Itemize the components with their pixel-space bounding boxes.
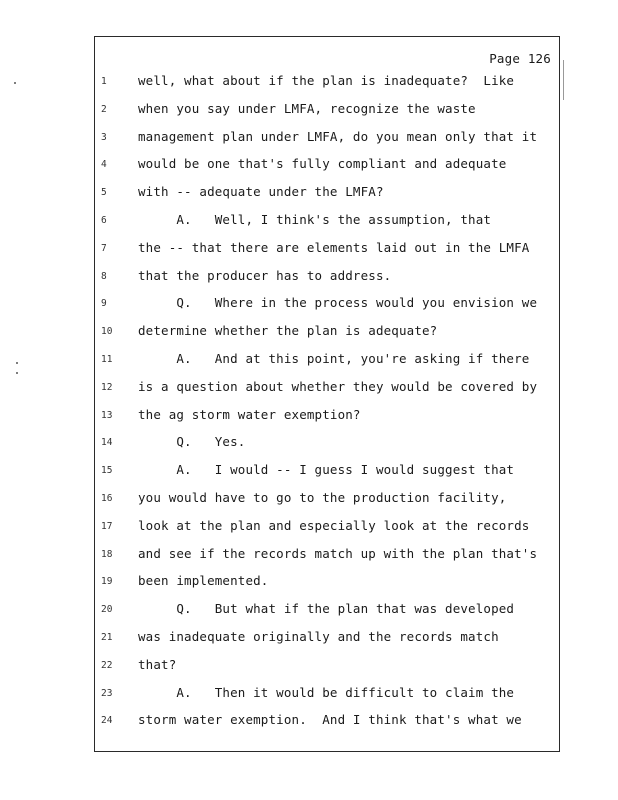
transcript-line (95, 573, 561, 593)
transcript-line (95, 546, 561, 566)
transcript-line (95, 601, 561, 621)
transcript-line (95, 73, 561, 93)
line-number: 3 (101, 131, 107, 143)
line-number: 11 (101, 354, 113, 365)
line-number: 21 (101, 632, 113, 643)
line-text: Q. Where in the process would you envision we (138, 295, 538, 311)
line-number: 20 (101, 604, 113, 616)
line-number: 7 (101, 242, 107, 254)
line-number: 23 (101, 687, 113, 699)
transcript-line (95, 240, 561, 260)
transcript-line (95, 712, 561, 732)
line-text: with -- adequate under the LMFA? (138, 184, 384, 200)
line-text: the ag storm water exemption? (138, 406, 361, 422)
line-text: the -- that there are elements laid out in the LMFA (138, 239, 530, 255)
line-text: and see if the records match up with the plan that's (138, 545, 538, 561)
line-text: when you say under LMFA, recognize the waste (138, 100, 476, 116)
transcript-line (95, 212, 561, 232)
page-number: Page 126 (489, 51, 551, 66)
transcript-line (95, 462, 561, 482)
line-number: 5 (101, 187, 107, 199)
transcript-page (94, 36, 560, 752)
scan-edge-mark (563, 60, 564, 100)
line-number: 4 (101, 159, 107, 171)
transcript-line (95, 351, 561, 371)
line-text: A. I would -- I guess I would suggest that (138, 462, 515, 478)
line-text: that? (138, 656, 177, 672)
line-number: 1 (101, 76, 107, 87)
transcript-line (95, 129, 561, 149)
transcript-line (95, 685, 561, 705)
line-number: 2 (101, 103, 107, 115)
line-number: 10 (101, 326, 113, 338)
line-text: that the producer has to address. (138, 267, 392, 283)
transcript-line (95, 295, 561, 315)
line-number: 16 (101, 493, 113, 504)
transcript-line (95, 518, 561, 538)
line-text: been implemented. (138, 573, 269, 589)
line-text: was inadequate originally and the records match (138, 629, 499, 644)
line-text: look at the plan and especially look at the records (138, 517, 530, 533)
transcript-line (95, 657, 561, 677)
line-text: storm water exemption. And I think that's what we (138, 712, 522, 728)
scan-speck (16, 362, 18, 364)
line-number: 15 (101, 465, 113, 477)
line-number: 8 (101, 270, 107, 282)
transcript-line (95, 323, 561, 343)
line-number: 12 (101, 381, 113, 393)
transcript-line (95, 490, 561, 510)
transcript-line (95, 268, 561, 288)
transcript-line (95, 434, 561, 454)
line-number: 9 (101, 298, 107, 310)
line-text: would be one that's fully compliant and adequate (138, 156, 507, 172)
line-text: A. Well, I think's the assumption, that (138, 212, 492, 227)
transcript-line (95, 629, 561, 649)
line-text: well, what about if the plan is inadequate? Like (138, 73, 515, 88)
line-text: is a question about whether they would be covered by (138, 378, 538, 394)
line-text: determine whether the plan is adequate? (138, 323, 438, 339)
scan-speck (16, 372, 18, 374)
scan-speck (14, 82, 16, 84)
line-number: 19 (101, 576, 113, 588)
transcript-line (95, 101, 561, 121)
line-number: 6 (101, 215, 107, 226)
line-number: 14 (101, 437, 113, 449)
transcript-line (95, 379, 561, 399)
line-text: A. Then it would be difficult to claim the (138, 684, 515, 700)
line-text: management plan under LMFA, do you mean only that it (138, 128, 538, 144)
line-number: 22 (101, 659, 113, 671)
transcript-line (95, 184, 561, 204)
transcript-line (95, 407, 561, 427)
line-text: A. And at this point, you're asking if there (138, 351, 530, 366)
line-text: Q. But what if the plan that was developed (138, 601, 515, 617)
line-number: 13 (101, 409, 113, 421)
line-number: 17 (101, 520, 113, 532)
line-text: you would have to go to the production facility, (138, 490, 507, 505)
transcript-line (95, 156, 561, 176)
line-number: 18 (101, 548, 113, 560)
line-text: Q. Yes. (138, 434, 246, 450)
line-number: 24 (101, 715, 113, 727)
